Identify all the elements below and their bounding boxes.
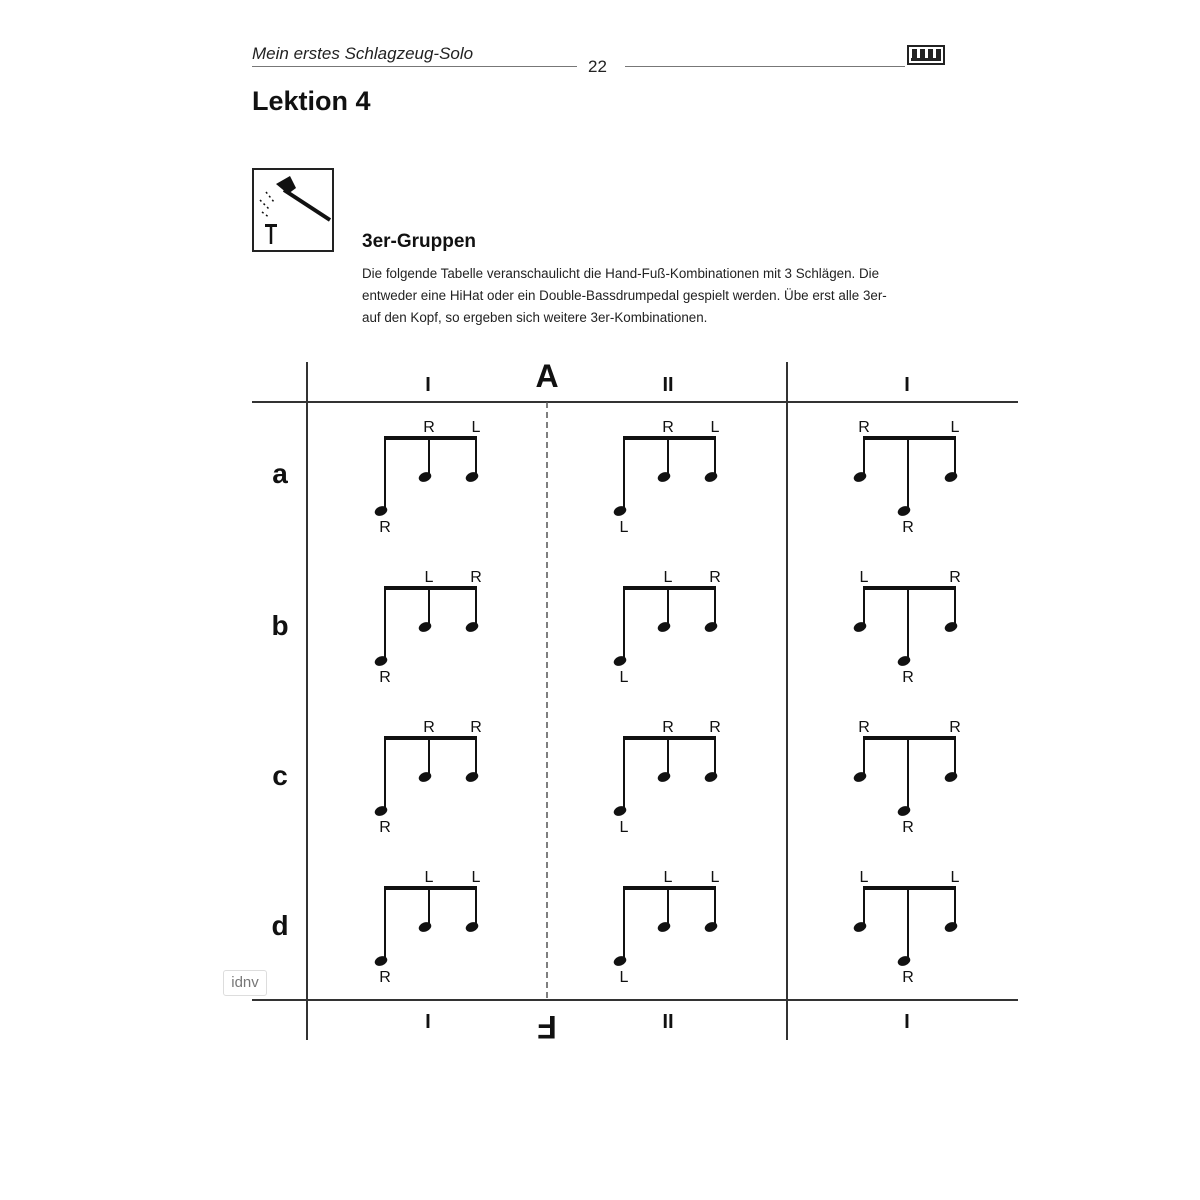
note-head xyxy=(896,504,911,517)
watermark: idnv xyxy=(223,970,267,996)
row-label-b: b xyxy=(271,610,289,641)
sticking-label: R xyxy=(709,569,721,586)
note-head xyxy=(943,770,958,783)
note-head xyxy=(852,920,867,933)
note-head xyxy=(464,620,479,633)
sticking-label: R xyxy=(379,669,391,686)
sticking-label: L xyxy=(619,819,629,836)
note-head xyxy=(373,654,388,667)
note-head xyxy=(703,620,718,633)
table-bottom-label: F xyxy=(537,1009,557,1045)
sticking-label: L xyxy=(471,419,481,436)
note-head xyxy=(656,770,671,783)
sticking-label: L xyxy=(619,969,629,986)
sticking-label: R xyxy=(858,719,870,736)
top-col-label-3: I xyxy=(904,374,910,396)
bottom-col-label-2: II xyxy=(662,1009,674,1031)
sticking-label: R xyxy=(379,969,391,986)
sticking-label: R xyxy=(709,719,721,736)
note-head xyxy=(896,654,911,667)
sticking-label: L xyxy=(950,419,960,436)
sticking-label: L xyxy=(859,569,869,586)
row-label-d: d xyxy=(271,910,289,941)
note-head xyxy=(656,470,671,483)
note-head xyxy=(703,920,718,933)
section-title: 3er-Gruppen xyxy=(362,231,477,252)
sticking-label: L xyxy=(950,869,960,886)
note-head xyxy=(464,770,479,783)
note-head xyxy=(656,920,671,933)
note-head xyxy=(703,470,718,483)
sticking-label: R xyxy=(902,519,914,536)
top-col-label-2: II xyxy=(662,374,674,396)
sticking-label: R xyxy=(662,419,674,436)
note-head xyxy=(373,954,388,967)
sticking-label: R xyxy=(423,419,435,436)
note-head xyxy=(612,504,627,517)
note-head xyxy=(417,470,432,483)
sticking-label: R xyxy=(662,719,674,736)
sticking-label: R xyxy=(470,569,482,586)
notation-group xyxy=(373,419,961,986)
sticking-label: R xyxy=(858,419,870,436)
note-head xyxy=(612,654,627,667)
sticking-label: R xyxy=(379,519,391,536)
sticking-label: L xyxy=(663,869,673,886)
sticking-label: L xyxy=(663,569,673,586)
page-number: 22 xyxy=(588,57,607,76)
note-head xyxy=(464,470,479,483)
sticking-label: L xyxy=(619,669,629,686)
sticking-label: R xyxy=(423,719,435,736)
note-head xyxy=(373,504,388,517)
sticking-label: L xyxy=(619,519,629,536)
sticking-label: L xyxy=(859,869,869,886)
note-head xyxy=(852,470,867,483)
note-head xyxy=(852,770,867,783)
note-head xyxy=(417,620,432,633)
sticking-label: L xyxy=(710,419,720,436)
note-head xyxy=(852,620,867,633)
note-head xyxy=(943,620,958,633)
sticking-label: L xyxy=(471,869,481,886)
note-head xyxy=(612,804,627,817)
intro-line-2: entweder eine HiHat oder ein Double-Bassdrumpedal gespielt werden. Übe erst alle 3er- xyxy=(362,288,887,303)
sticking-label: R xyxy=(949,719,961,736)
sticking-label: L xyxy=(424,869,434,886)
top-col-label-1: I xyxy=(425,374,431,396)
sticking-label: R xyxy=(902,969,914,986)
note-head xyxy=(896,954,911,967)
note-head xyxy=(943,470,958,483)
intro-line-1: Die folgende Tabelle veranschaulicht die Hand-Fuß-Kombinationen mit 3 Schlägen. Die xyxy=(362,266,880,281)
note-head xyxy=(896,804,911,817)
intro-line-3: auf den Kopf, so ergeben sich weitere 3er-Kombinationen. xyxy=(362,310,708,325)
sticking-label: R xyxy=(379,819,391,836)
sticking-label: R xyxy=(902,819,914,836)
note-head xyxy=(703,770,718,783)
sticking-label: L xyxy=(710,869,720,886)
row-label-c: c xyxy=(272,760,288,791)
sticking-label: R xyxy=(949,569,961,586)
book-title: Mein erstes Schlagzeug-Solo xyxy=(252,44,474,63)
sticking-label: L xyxy=(424,569,434,586)
note-head xyxy=(464,920,479,933)
note-head xyxy=(417,770,432,783)
lesson-title: Lektion 4 xyxy=(252,86,371,116)
note-head xyxy=(417,920,432,933)
sticking-label: R xyxy=(902,669,914,686)
sticking-label: R xyxy=(470,719,482,736)
bottom-col-label-3: I xyxy=(904,1009,910,1031)
bottom-col-label-1: I xyxy=(425,1009,431,1031)
note-head xyxy=(612,954,627,967)
note-head xyxy=(943,920,958,933)
table-top-label: A xyxy=(535,358,559,394)
row-label-a: a xyxy=(272,458,288,489)
note-head xyxy=(656,620,671,633)
note-head xyxy=(373,804,388,817)
